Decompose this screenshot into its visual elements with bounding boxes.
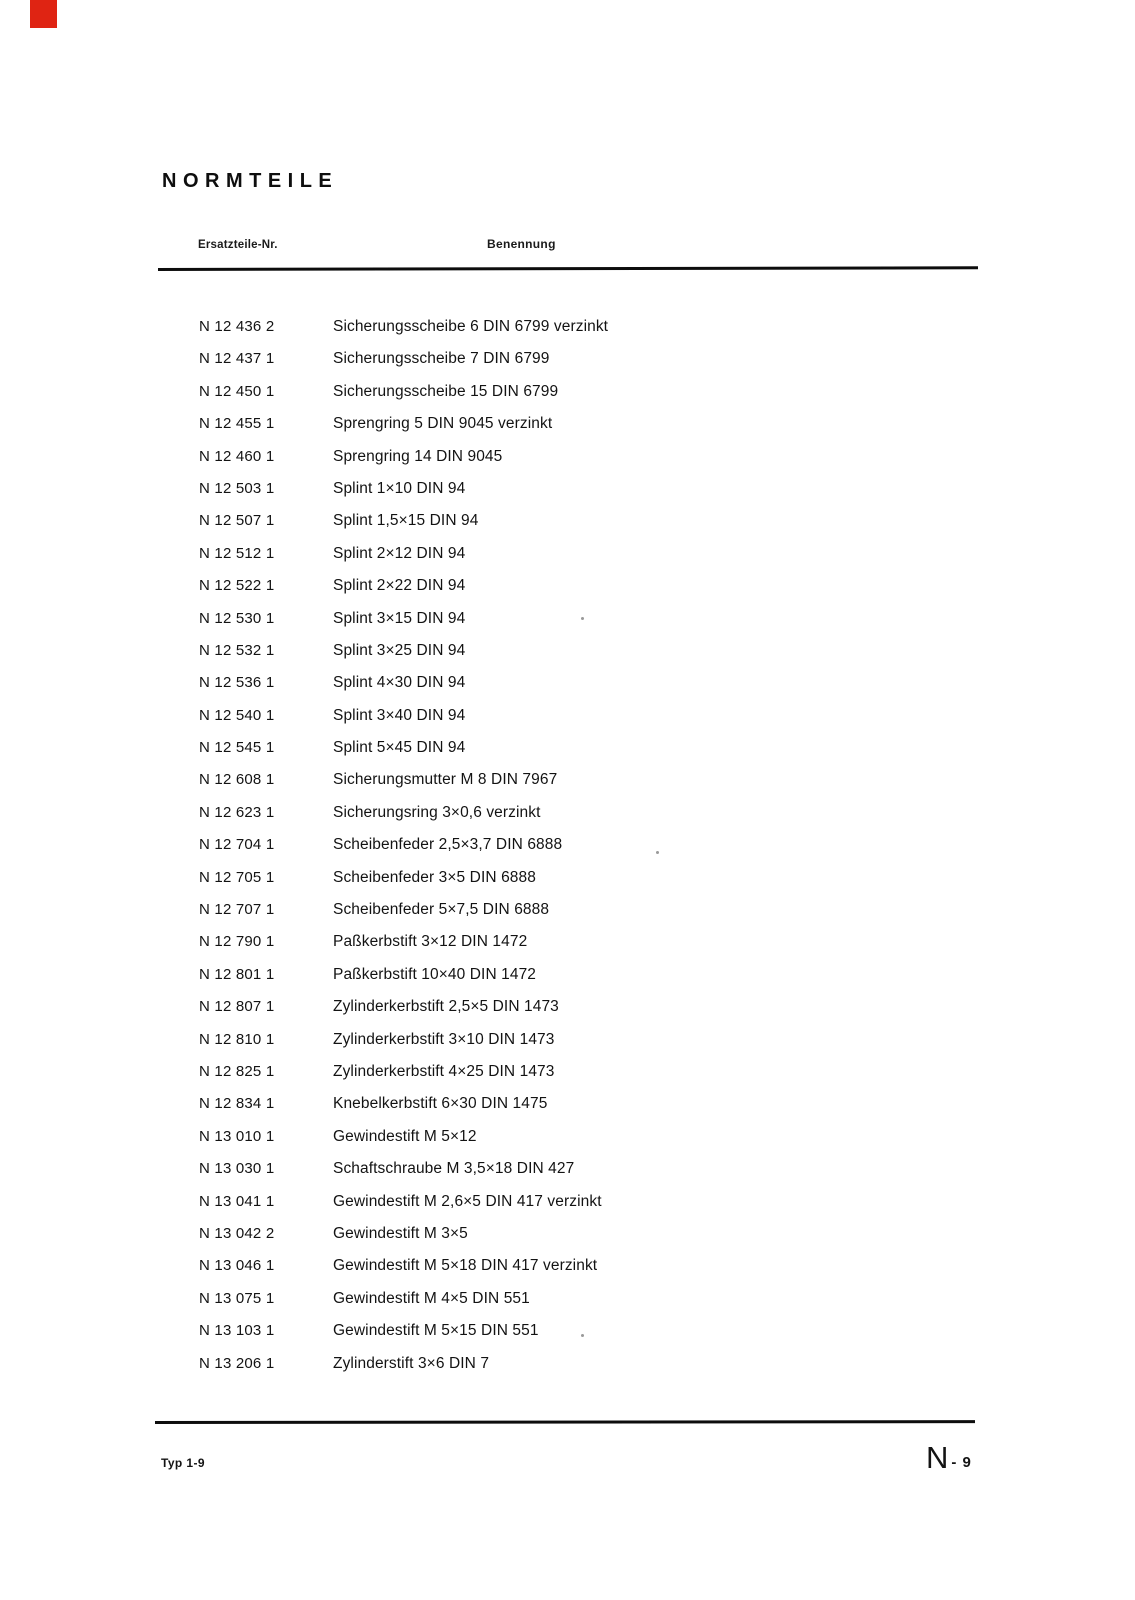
part-number: N 12 530 1 xyxy=(199,609,275,627)
part-number: N 13 042 2 xyxy=(199,1224,275,1242)
part-name: Sicherungsscheibe 6 DIN 6799 verzinkt xyxy=(333,318,609,335)
table-row xyxy=(0,991,1135,1023)
table-row xyxy=(0,570,1135,602)
part-name: Scheibenfeder 3×5 DIN 6888 xyxy=(333,868,536,886)
part-name: Scheibenfeder 2,5×3,7 DIN 6888 xyxy=(333,836,563,854)
part-number: N 13 030 1 xyxy=(199,1160,275,1178)
part-name: Zylinderkerbstift 4×25 DIN 1473 xyxy=(333,1062,555,1080)
part-number: N 12 512 1 xyxy=(199,544,275,562)
part-number: N 13 041 1 xyxy=(199,1192,275,1210)
part-name: Knebelkerbstift 6×30 DIN 1475 xyxy=(333,1095,548,1113)
scan-speck xyxy=(581,1334,584,1337)
page-title: NORMTEILE xyxy=(162,170,339,192)
table-row xyxy=(0,1315,1135,1347)
table-row xyxy=(0,764,1135,796)
table-row xyxy=(0,732,1135,764)
part-number: N 12 801 1 xyxy=(199,965,275,983)
part-number: N 12 536 1 xyxy=(199,674,275,692)
table-row xyxy=(0,538,1135,570)
part-number: N 12 790 1 xyxy=(199,933,275,951)
page-number-sub: - 9 xyxy=(951,1454,972,1471)
table-row xyxy=(0,376,1135,408)
part-name: Gewindestift M 3×5 xyxy=(333,1224,468,1242)
part-number: N 12 522 1 xyxy=(199,577,275,595)
scan-speck xyxy=(581,617,584,620)
table-row xyxy=(0,894,1135,926)
part-name: Scheibenfeder 5×7,5 DIN 6888 xyxy=(333,901,550,919)
table-row xyxy=(0,829,1135,861)
part-number: N 12 540 1 xyxy=(199,706,275,724)
part-number: N 12 460 1 xyxy=(199,447,275,465)
part-name: Splint 3×40 DIN 94 xyxy=(333,706,466,724)
part-name: Gewindestift M 2,6×5 DIN 417 verzinkt xyxy=(333,1192,602,1210)
part-name: Sicherungsmutter M 8 DIN 7967 xyxy=(333,771,558,789)
part-number: N 12 623 1 xyxy=(199,803,275,821)
part-number: N 12 437 1 xyxy=(199,350,275,368)
part-name: Splint 2×12 DIN 94 xyxy=(333,544,466,562)
table-row xyxy=(0,667,1135,699)
part-name: Zylinderstift 3×6 DIN 7 xyxy=(333,1354,490,1372)
part-name: Paßkerbstift 3×12 DIN 1472 xyxy=(333,933,528,951)
part-name: Sprengring 5 DIN 9045 verzinkt xyxy=(333,415,553,433)
part-number: N 12 810 1 xyxy=(199,1030,275,1048)
table-row xyxy=(0,1186,1135,1218)
table-row xyxy=(0,1056,1135,1088)
part-name: Splint 5×45 DIN 94 xyxy=(333,739,466,757)
part-name: Sicherungsscheibe 7 DIN 6799 xyxy=(333,350,550,368)
parts-table-body xyxy=(0,311,1135,1380)
table-row xyxy=(0,603,1135,635)
table-row xyxy=(0,1121,1135,1153)
part-name: Splint 3×15 DIN 94 xyxy=(333,609,466,627)
part-number: N 12 545 1 xyxy=(199,739,275,757)
table-row xyxy=(0,1218,1135,1250)
table-row xyxy=(0,505,1135,537)
part-number: N 12 608 1 xyxy=(199,771,275,789)
part-number: N 13 046 1 xyxy=(199,1257,275,1275)
table-row xyxy=(0,1088,1135,1120)
part-name: Schaftschraube M 3,5×18 DIN 427 xyxy=(333,1160,575,1178)
table-row xyxy=(0,797,1135,829)
part-number: N 13 010 1 xyxy=(199,1127,275,1145)
part-name: Gewindestift M 4×5 DIN 551 xyxy=(333,1289,530,1307)
header-rule xyxy=(158,266,978,270)
table-row xyxy=(0,1348,1135,1380)
table-row xyxy=(0,1024,1135,1056)
part-number: N 13 206 1 xyxy=(199,1354,275,1372)
part-name: Sprengring 14 DIN 9045 xyxy=(333,447,503,465)
red-corner-mark xyxy=(30,0,57,28)
table-row xyxy=(0,862,1135,894)
part-number: N 12 436 2 xyxy=(199,318,275,335)
table-row xyxy=(0,441,1135,473)
table-row xyxy=(0,959,1135,991)
part-name: Zylinderkerbstift 2,5×5 DIN 1473 xyxy=(333,998,559,1016)
table-row xyxy=(0,1250,1135,1282)
part-number: N 12 507 1 xyxy=(199,512,275,530)
page-number xyxy=(926,1442,972,1473)
table-row xyxy=(0,408,1135,440)
part-number: N 12 834 1 xyxy=(199,1095,275,1113)
part-number: N 12 455 1 xyxy=(199,415,275,433)
part-number: N 13 075 1 xyxy=(199,1289,275,1307)
part-number: N 12 807 1 xyxy=(199,998,275,1016)
table-row xyxy=(0,473,1135,505)
part-number: N 13 103 1 xyxy=(199,1322,275,1340)
table-row xyxy=(0,343,1135,375)
footer-type-label: Typ 1-9 xyxy=(161,1456,205,1470)
part-number: N 12 825 1 xyxy=(199,1062,275,1080)
table-row xyxy=(0,700,1135,732)
part-name: Splint 2×22 DIN 94 xyxy=(333,577,466,595)
part-number: N 12 503 1 xyxy=(199,479,275,497)
part-number: N 12 532 1 xyxy=(199,641,275,659)
table-row xyxy=(0,635,1135,667)
part-number: N 12 705 1 xyxy=(199,868,275,886)
part-number: N 12 707 1 xyxy=(199,901,275,919)
part-name: Gewindestift M 5×15 DIN 551 xyxy=(333,1322,539,1340)
scan-speck xyxy=(656,851,659,854)
table-row xyxy=(0,1153,1135,1185)
part-name: Splint 3×25 DIN 94 xyxy=(333,641,466,659)
page-number-section: N xyxy=(926,1440,949,1475)
column-header-number: Ersatzteile-Nr. xyxy=(198,239,278,251)
table-row xyxy=(0,311,1135,343)
footer-rule xyxy=(155,1420,975,1423)
table-row xyxy=(0,1283,1135,1315)
part-name: Paßkerbstift 10×40 DIN 1472 xyxy=(333,965,537,983)
part-name: Splint 4×30 DIN 94 xyxy=(333,674,466,692)
table-row xyxy=(0,926,1135,958)
part-name: Splint 1,5×15 DIN 94 xyxy=(333,512,479,530)
column-header-name: Benennung xyxy=(487,237,556,251)
part-name: Splint 1×10 DIN 94 xyxy=(333,479,466,497)
part-number: N 12 704 1 xyxy=(199,836,275,854)
part-number: N 12 450 1 xyxy=(199,382,275,400)
part-name: Gewindestift M 5×12 xyxy=(333,1127,477,1145)
part-name: Sicherungsscheibe 15 DIN 6799 xyxy=(333,382,559,400)
part-name: Sicherungsring 3×0,6 verzinkt xyxy=(333,803,541,821)
part-name: Zylinderkerbstift 3×10 DIN 1473 xyxy=(333,1030,555,1048)
part-name: Gewindestift M 5×18 DIN 417 verzinkt xyxy=(333,1257,598,1275)
